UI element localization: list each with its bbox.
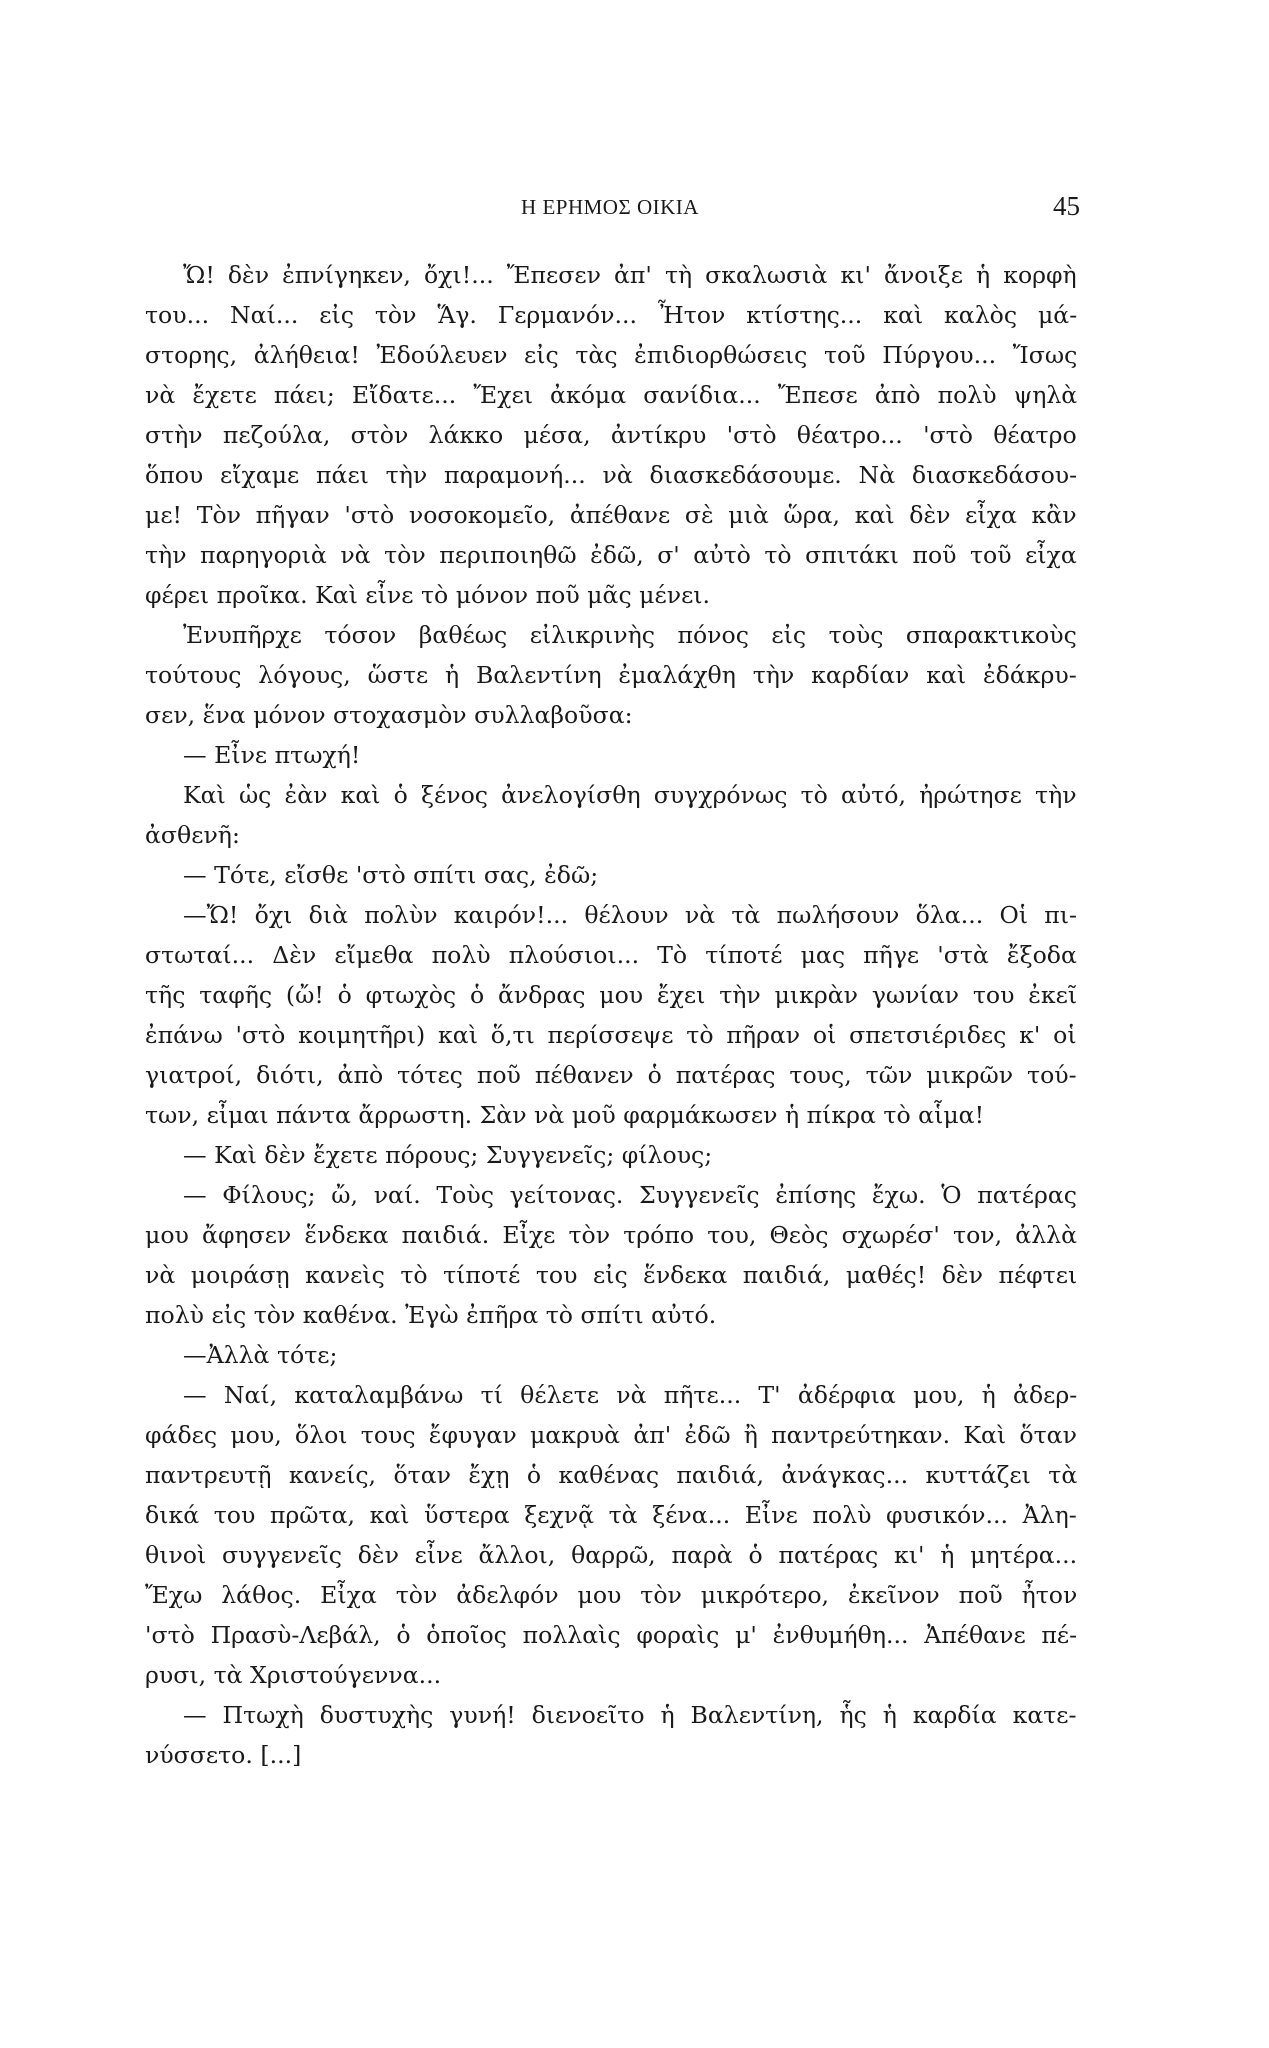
text-line: νὰ μοιράσῃ κανεὶς τὸ τίποτέ του εἰς ἕνδεκα παιδιά, μαθές! δὲν πέφτει (145, 1261, 1078, 1289)
text-line: τούτους λόγους, ὥστε ἡ Βαλεντίνη ἐμαλάχθη τὴν καρδίαν καὶ ἐδάκρυ- (145, 661, 1077, 689)
text-line: ἐπάνω 'στὸ κοιμητῆρι) καὶ ὅ,τι περίσσεψε τὸ πῆραν οἱ σπετσιέριδες κ' οἱ (145, 1021, 1077, 1049)
text-line: φέρει προῖκα. Καὶ εἶνε τὸ μόνον ποῦ μᾶς μένει. (145, 581, 711, 609)
text-line: — Καὶ δὲν ἔχετε πόρους; Συγγενεῖς; φίλους; (183, 1141, 713, 1169)
text-line: 'στὸ Πρασὺ-Λεβάλ, ὁ ὁποῖος πολλαὶς φοραὶς μ' ἐνθυμήθη... Ἀπέθανε πέ- (145, 1621, 1078, 1649)
text-line: Ὤ! δὲν ἐπνίγηκεν, ὄχι!... Ἔπεσεν ἀπ' τὴ σκαλωσιὰ κι' ἄνοιξε ἡ κορφὴ (183, 261, 1077, 289)
text-line: — Φίλους; ὤ, ναί. Τοὺς γείτονας. Συγγενεῖς ἐπίσης ἔχω. Ὁ πατέρας (183, 1181, 1077, 1209)
running-title: Η ΕΡΗΜΟΣ ΟΙΚΙΑ (521, 195, 699, 219)
text-line: νύσσετο. [...] (145, 1741, 302, 1769)
text-line: στὴν πεζούλα, στὸν λάκκο μέσα, ἀντίκρυ 'στὸ θέατρο... 'στὸ θέατρο (145, 421, 1077, 449)
text-line: Ἔχω λάθος. Εἶχα τὸν ἀδελφόν μου τὸν μικρότερο, ἐκεῖνον ποῦ ἦτον (145, 1581, 1078, 1609)
text-line: μου ἄφησεν ἕνδεκα παιδιά. Εἶχε τὸν τρόπο του, Θεὸς σχωρέσ' τον, ἀλλὰ (145, 1221, 1078, 1249)
text-line: —Ὤ! ὄχι διὰ πολὺν καιρόν!... θέλουν νὰ τὰ πωλήσουν ὅλα... Οἱ πι- (183, 901, 1077, 929)
text-line: —Ἀλλὰ τότε; (183, 1341, 338, 1369)
text-line: Ἐνυπῆρχε τόσον βαθέως εἰλικρινὴς πόνος εἰς τοὺς σπαρακτικοὺς (183, 621, 1077, 649)
text-line: — Τότε, εἴσθε 'στὸ σπίτι σας, ἐδῶ; (183, 861, 599, 889)
text-line: — Πτωχὴ δυστυχὴς γυνή! διενοεῖτο ἡ Βαλεντίνη, ἧς ἡ καρδία κατε- (183, 1701, 1077, 1729)
text-line: τῆς ταφῆς (ὤ! ὁ φτωχὸς ὁ ἄνδρας μου ἔχει τὴν μικρὰν γωνίαν του ἐκεῖ (145, 981, 1078, 1009)
text-line: ὅπου εἴχαμε πάει τὴν παραμονή... νὰ διασκεδάσουμε. Νὰ διασκεδάσου- (145, 461, 1078, 489)
text-line: — Ναί, καταλαμβάνω τί θέλετε νὰ πῆτε... Τ' ἀδέρφια μου, ἡ ἀδερ- (183, 1381, 1078, 1409)
text-line: φάδες μου, ὅλοι τους ἔφυγαν μακρυὰ ἀπ' ἐδῶ ἢ παντρεύτηκαν. Καὶ ὅταν (145, 1421, 1077, 1449)
text-line: των, εἶμαι πάντα ἄρρωστη. Σὰν νὰ μοῦ φαρμάκωσεν ἡ πίκρα τὸ αἷμα! (145, 1101, 985, 1129)
text-line: ἀσθενῆ: (145, 821, 240, 849)
body-text (145, 255, 1077, 1775)
text-line: Καὶ ὡς ἐὰν καὶ ὁ ξένος ἀνελογίσθη συγχρόνως τὸ αὐτό, ἠρώτησε τὴν (183, 781, 1077, 809)
text-line: — Εἶνε πτωχή! (183, 741, 361, 769)
running-head (140, 191, 1080, 231)
text-line: πολὺ εἰς τὸν καθένα. Ἐγὼ ἐπῆρα τὸ σπίτι αὐτό. (145, 1301, 717, 1329)
text-line: ρυσι, τὰ Χριστούγεννα... (145, 1661, 442, 1689)
text-line: του... Ναί... εἰς τὸν Ἅγ. Γερμανόν... Ἦτον κτίστης... καὶ καλὸς μά- (145, 301, 1078, 329)
text-line: γιατροί, διότι, ἀπὸ τότες ποῦ πέθανεν ὁ πατέρας τους, τῶν μικρῶν τού- (145, 1061, 1077, 1089)
text-line: σεν, ἕνα μόνον στοχασμὸν συλλαβοῦσα: (145, 701, 633, 729)
text-line: νὰ ἔχετε πάει; Εἴδατε... Ἔχει ἀκόμα σανίδια... Ἔπεσε ἀπὸ πολὺ ψηλὰ (145, 381, 1078, 409)
text-line: τὴν παρηγοριὰ νὰ τὸν περιποιηθῶ ἐδῶ, σ' αὐτὸ τὸ σπιτάκι ποῦ τοῦ εἶχα (145, 541, 1077, 569)
text-line: δικά του πρῶτα, καὶ ὕστερα ξεχνᾷ τὰ ξένα... Εἶνε πολὺ φυσικόν... Ἀλη- (145, 1501, 1077, 1529)
text-line: παντρευτῇ κανείς, ὅταν ἔχῃ ὁ καθένας παιδιά, ἀνάγκας... κυττάζει τὰ (145, 1461, 1078, 1489)
text-line: στορης, ἀλήθεια! Ἐδούλευεν εἰς τὰς ἐπιδιορθώσεις τοῦ Πύργου... Ἴσως (145, 341, 1078, 369)
text-line: στωταί... Δὲν εἴμεθα πολὺ πλούσιοι... Τὸ τίποτέ μας πῆγε 'στὰ ἔξοδα (145, 941, 1077, 969)
text-line: με! Τὸν πῆγαν 'στὸ νοσοκομεῖο, ἀπέθανε σὲ μιὰ ὥρα, καὶ δὲν εἶχα κἂν (145, 501, 1077, 529)
page-number: 45 (1053, 191, 1080, 221)
text-line: θινοὶ συγγενεῖς δὲν εἶνε ἄλλοι, θαρρῶ, παρὰ ὁ πατέρας κι' ἡ μητέρα... (145, 1541, 1078, 1569)
